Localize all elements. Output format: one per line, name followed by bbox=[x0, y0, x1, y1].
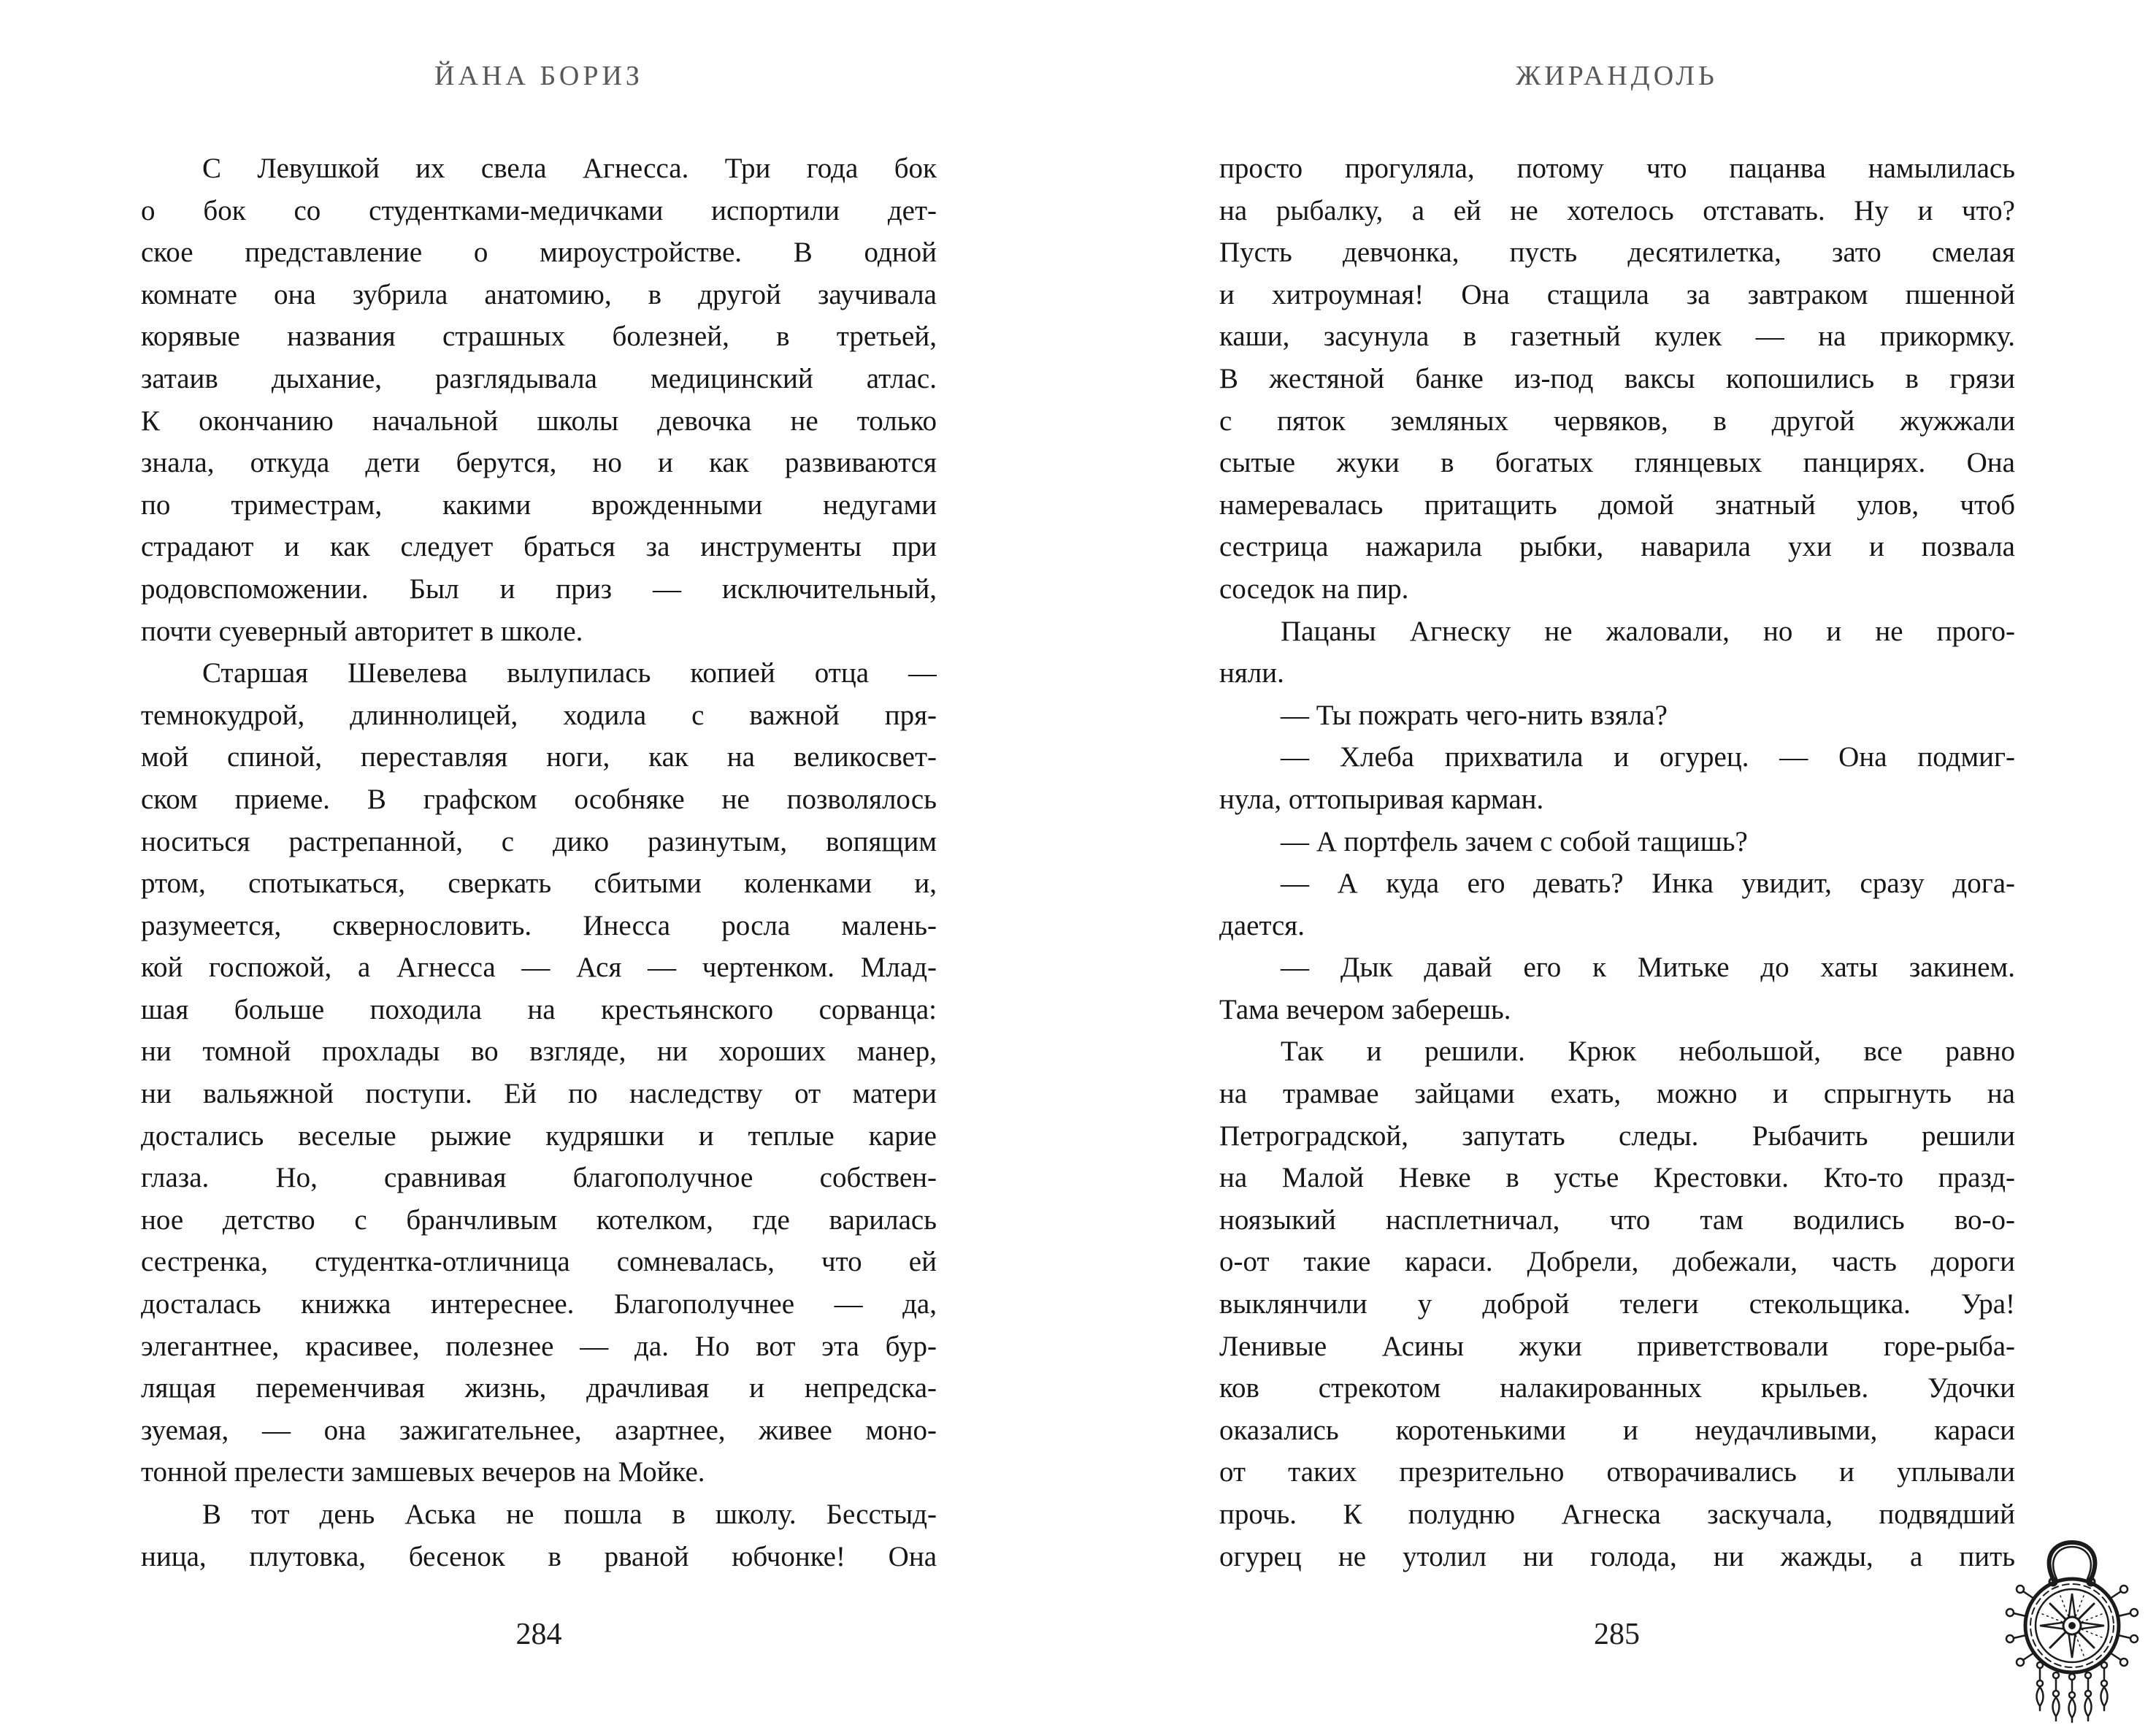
text-line: соседок на пир. bbox=[1219, 573, 1409, 605]
text-line: страдают и как следует браться за инструменты при bbox=[141, 531, 937, 563]
text-line: родовспоможении. Был и приз — исключительный, bbox=[141, 573, 937, 605]
text-line: шая больше походила на крестьянского сорванца: bbox=[141, 993, 937, 1025]
text-line: огурец не утолил ни голода, ни жажды, а пить bbox=[1219, 1540, 2015, 1572]
text-line: тонной прелести замшевых вечеров на Мойке. bbox=[141, 1456, 705, 1488]
text-line: В жестяной банке из-под ваксы копошились в грязи bbox=[1219, 362, 2015, 394]
text-line: знала, откуда дети берутся, но и как развиваются bbox=[141, 447, 937, 479]
text-line: о бок со студентками-медичками испортили дет- bbox=[141, 194, 937, 226]
text-line: прочь. К полудню Агнеска заскучала, подвядший bbox=[1219, 1499, 2015, 1530]
text-line: — Дык давай его к Митьке до хаты закинем. bbox=[1281, 952, 2015, 984]
text-line: Пацаны Агнеску не жаловали, но и не прого- bbox=[1281, 615, 2015, 647]
text-line: ное детство с бранчливым котелком, где варилась bbox=[141, 1204, 937, 1236]
text-line: почти суеверный авторитет в школе. bbox=[141, 615, 583, 647]
page-number-right: 285 bbox=[1594, 1618, 1640, 1651]
text-line: Так и решили. Крюк небольшой, все равно bbox=[1281, 1036, 2015, 1068]
text-line: сестрица нажарила рыбки, наварила ухи и позвала bbox=[1219, 531, 2015, 563]
text-line: каши, засунула в газетный кулек — на прикормку. bbox=[1219, 321, 2015, 353]
text-line: нула, оттопыривая карман. bbox=[1219, 783, 1544, 815]
text-line: темнокудрой, длиннолицей, ходила с важной пря- bbox=[141, 699, 937, 731]
text-line: по триместрам, какими врожденными недугами bbox=[141, 489, 937, 521]
text-line: с пяток земляных червяков, в другой жужжали bbox=[1219, 405, 2015, 437]
text-line: ское представление о мироустройстве. В одной bbox=[141, 237, 937, 269]
text-line: зуемая, — она зажигательнее, азартнее, живее моно- bbox=[141, 1414, 937, 1446]
text-line: кой госпожой, а Агнесса — Ася — чертенком. Млад- bbox=[141, 952, 937, 984]
text-line: лящая переменчивая жизнь, драчливая и непредска- bbox=[141, 1372, 937, 1404]
page-number-left: 284 bbox=[515, 1618, 562, 1651]
text-line: и хитроумная! Она стащила за завтраком пшенной bbox=[1219, 278, 2015, 310]
text-line: ском приеме. В графском особняке не позволялось bbox=[141, 783, 937, 815]
text-line: няли. bbox=[1219, 657, 1284, 689]
text-line: Пусть девчонка, пусть десятилетка, зато смелая bbox=[1219, 237, 2015, 269]
left-page-text bbox=[141, 148, 937, 1577]
text-line: В тот день Аська не пошла в школу. Бесстыд- bbox=[202, 1499, 937, 1530]
text-line: достались веселые рыжие кудряшки и теплые карие bbox=[141, 1120, 937, 1152]
running-head-title: ЖИРАНДОЛЬ bbox=[1516, 61, 1718, 91]
text-line: ртом, спотыкаться, сверкать сбитыми коленками и, bbox=[141, 868, 937, 900]
text-line: ни томной прохлады во взгляде, ни хороших манер, bbox=[141, 1036, 937, 1068]
text-line: разумеется, сквернословить. Инесса росла малень- bbox=[141, 909, 937, 941]
text-line: Старшая Шевелева вылупилась копией отца — bbox=[202, 657, 937, 689]
text-line: намеревалась притащить домой знатный улов, чтоб bbox=[1219, 489, 2015, 521]
text-line: С Левушкой их свела Агнесса. Три года бок bbox=[202, 153, 937, 184]
text-line: сытые жуки в богатых глянцевых панцирях. Она bbox=[1219, 447, 2015, 479]
text-line: на трамвае зайцами ехать, можно и спрыгнуть на bbox=[1219, 1078, 2015, 1110]
text-line: Петроградской, запутать следы. Рыбачить решили bbox=[1219, 1120, 2015, 1152]
right-page-text bbox=[1219, 148, 2015, 1577]
text-line: К окончанию начальной школы девочка не только bbox=[141, 405, 937, 437]
text-line: мой спиной, переставляя ноги, как на великосвет- bbox=[141, 741, 937, 773]
text-line: на рыбалку, а ей не хотелось отставать. Ну и что? bbox=[1219, 194, 2015, 226]
text-line: носиться растрепанной, с дико разинутым, вопящим bbox=[141, 825, 937, 857]
text-line: Ленивые Асины жуки приветствовали горе-рыба- bbox=[1219, 1330, 2015, 1362]
running-head-author: ЙАНА БОРИЗ bbox=[434, 61, 643, 91]
text-line: ни вальяжной поступи. Ей по наследству от матери bbox=[141, 1078, 937, 1110]
text-line: корявые названия страшных болезней, в третьей, bbox=[141, 321, 937, 353]
text-line: дается. bbox=[1219, 909, 1305, 941]
text-line: — Ты пожрать чего-нить взяла? bbox=[1281, 699, 1668, 731]
text-line: комнате она зубрила анатомию, в другой заучивала bbox=[141, 278, 937, 310]
text-line: затаив дыхание, разглядывала медицинский атлас. bbox=[141, 362, 937, 394]
text-line: ноязыкий насплетничал, что там водились во-о- bbox=[1219, 1204, 2015, 1236]
text-line: — Хлеба прихватила и огурец. — Она подмиг- bbox=[1281, 741, 2015, 773]
text-line: ков стрекотом налакированных крыльев. Удочки bbox=[1219, 1372, 2015, 1404]
text-line: ница, плутовка, бесенок в рваной юбчонке! Она bbox=[141, 1540, 937, 1572]
text-line: досталась книжка интереснее. Благополучнее — да, bbox=[141, 1288, 937, 1320]
text-line: на Малой Невке в устье Крестовки. Кто-то празд- bbox=[1219, 1162, 2015, 1194]
text-line: просто прогуляла, потому что пацанва намылилась bbox=[1219, 153, 2015, 184]
text-line: элегантнее, красивее, полезнее — да. Но вот эта бур- bbox=[141, 1330, 937, 1362]
text-line: — А куда его девать? Инка увидит, сразу дога- bbox=[1281, 868, 2015, 900]
text-line: глаза. Но, сравнивая благополучное собствен- bbox=[141, 1162, 937, 1194]
text-line: сестренка, студентка-отличница сомневалась, что ей bbox=[141, 1246, 937, 1278]
text-line: о-от такие караси. Добрели, добежали, часть дороги bbox=[1219, 1246, 2015, 1278]
text-line: выклянчили у доброй телеги стекольщика. Ура! bbox=[1219, 1288, 2015, 1320]
text-line: — А портфель зачем с собой тащишь? bbox=[1281, 825, 1748, 857]
text-line: оказались коротенькими и неудачливыми, караси bbox=[1219, 1414, 2015, 1446]
text-line: Тама вечером заберешь. bbox=[1219, 993, 1511, 1025]
text-line: от таких презрительно отворачивались и уплывали bbox=[1219, 1456, 2015, 1488]
girandole-pendant-icon bbox=[1998, 1537, 2146, 1725]
